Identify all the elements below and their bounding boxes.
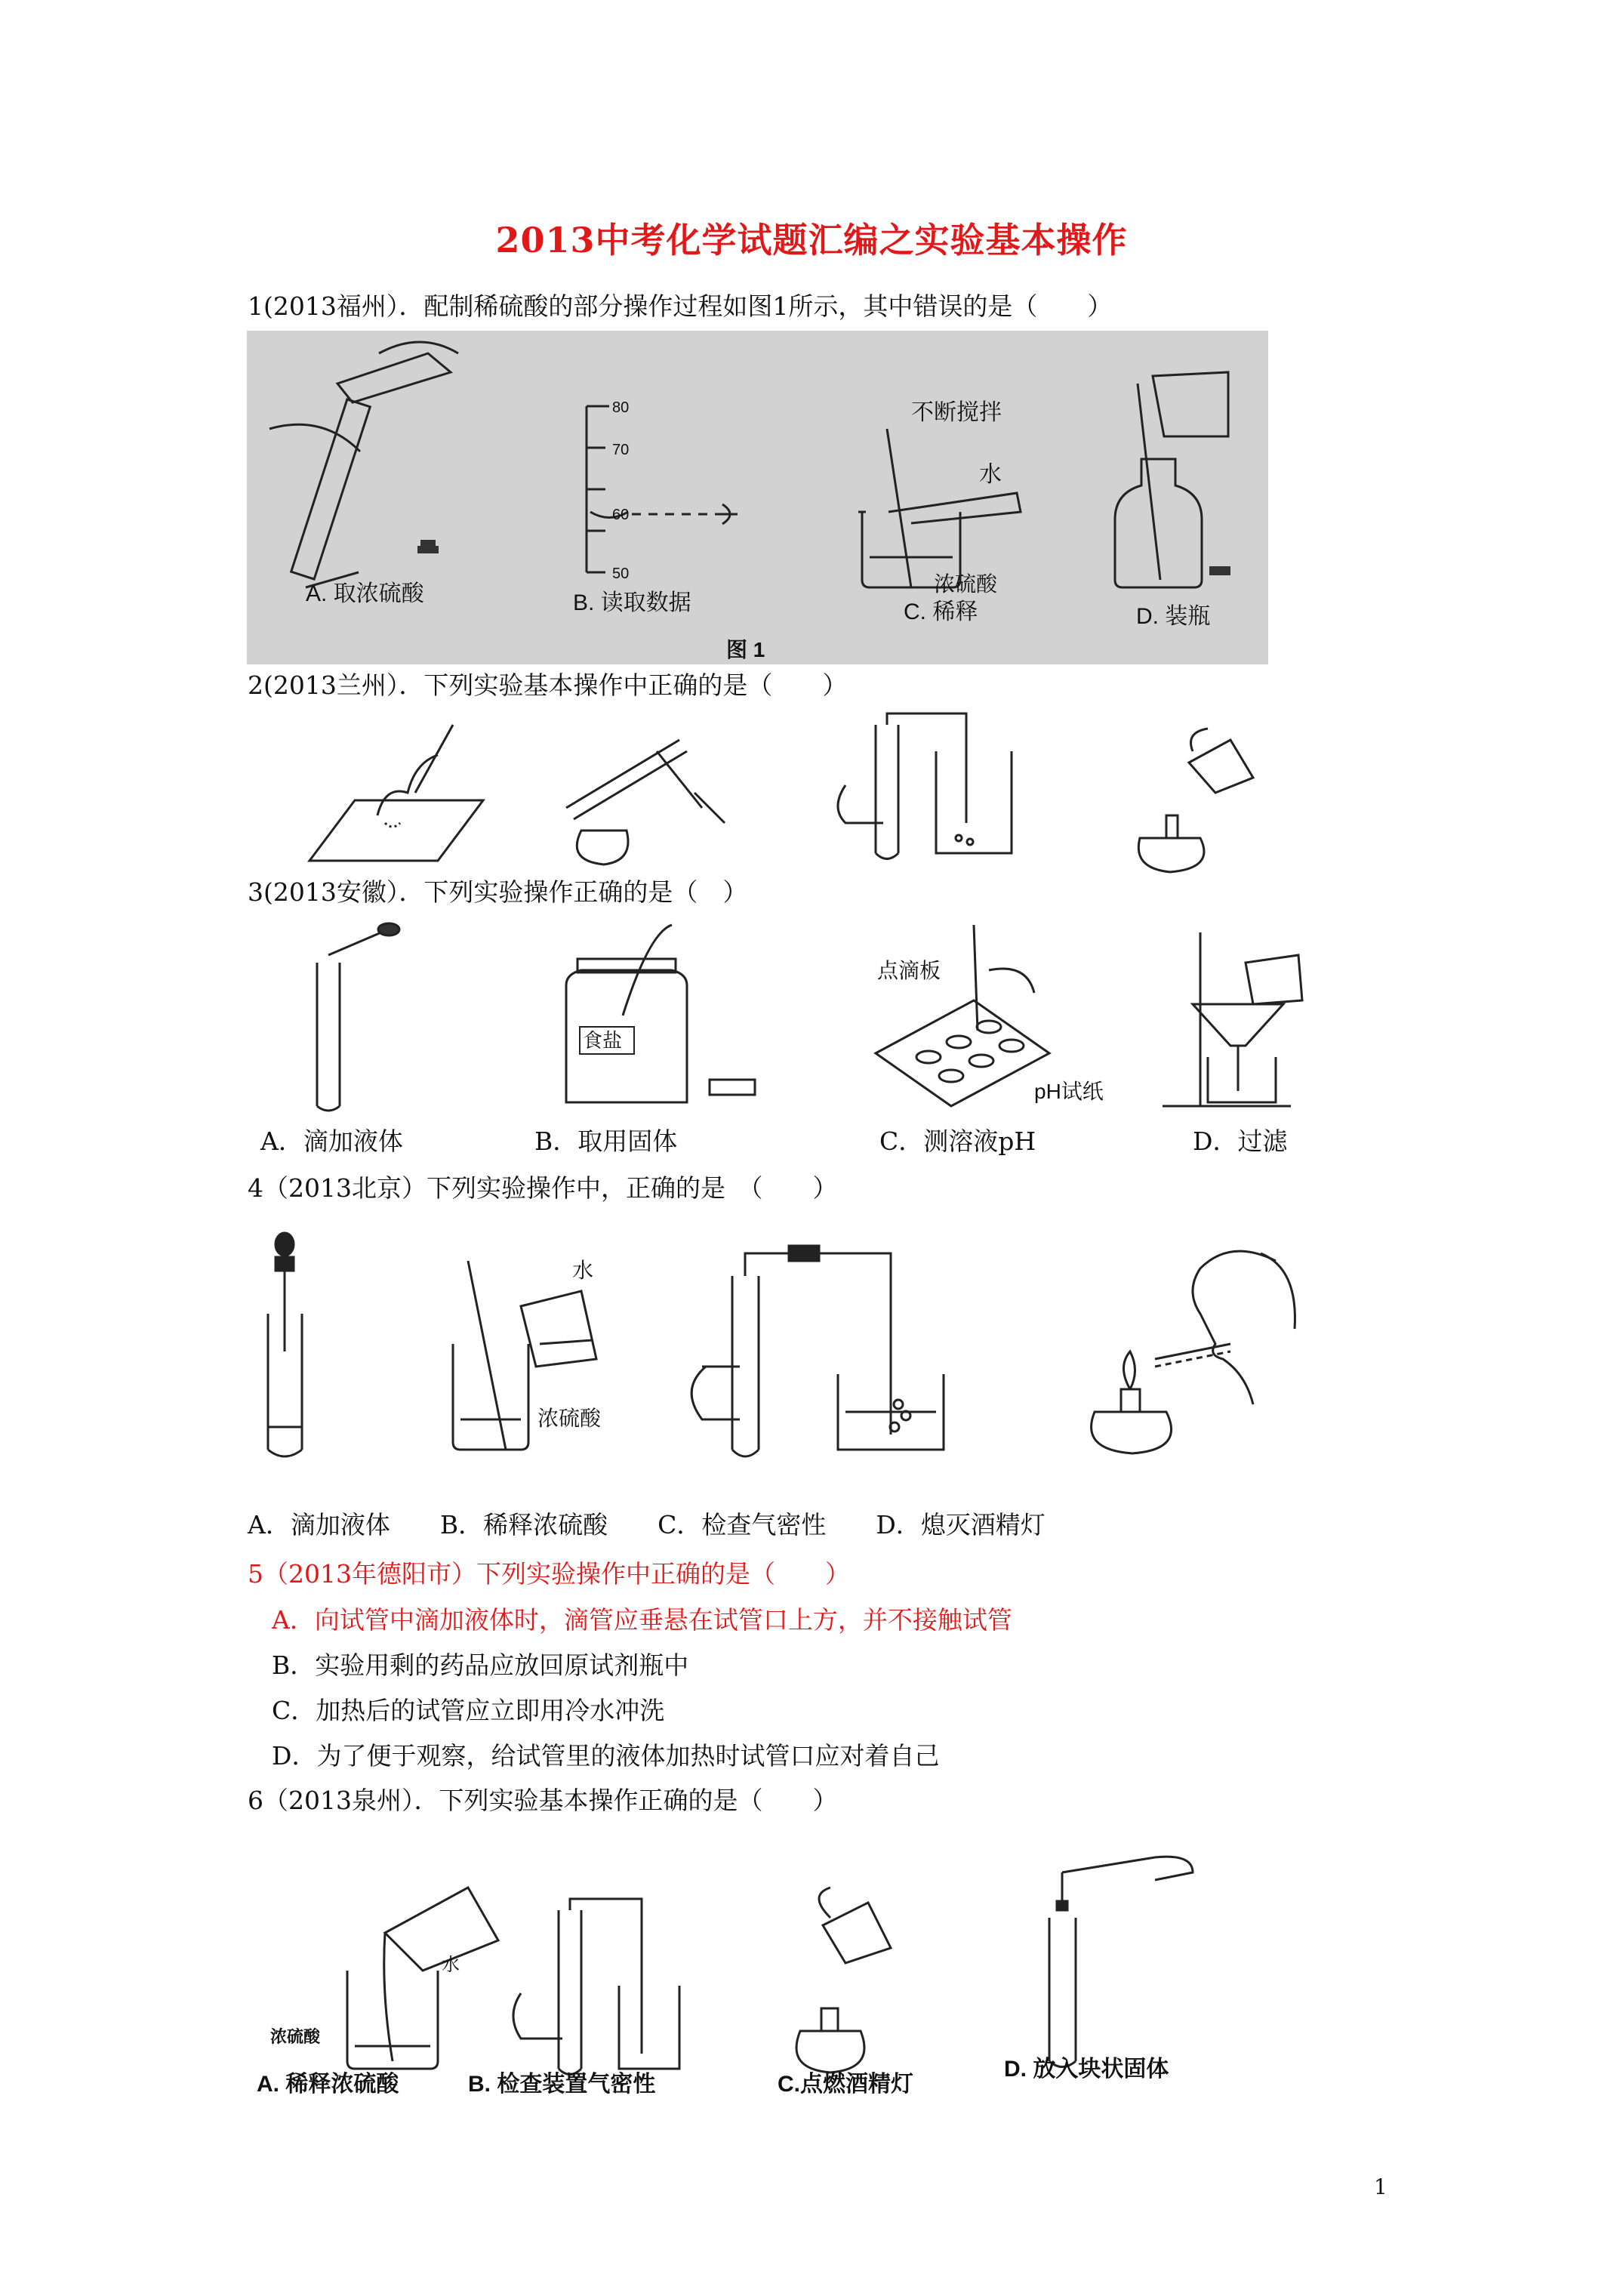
q1-d-bottle [1115,372,1228,587]
q3-paper-label: pH试纸 [1034,1080,1104,1103]
q1-b-scale [587,406,738,572]
q3-d-filtration [1163,932,1302,1106]
q5-option-d: D．为了便于观察，给试管里的液体加热时试管口应对着自己 [272,1741,940,1771]
q1-label-d: D. 装瓶 [1136,604,1211,629]
question-3-stem: 3(2013安徽）．下列实验操作正确的是（ ） [248,877,748,907]
q1-figure-caption: 图 1 [726,638,765,661]
q6-caption-a: A. 稀释浓硫酸 [257,2072,399,2097]
q3-option-c: C．测溶液pH [879,1126,1036,1156]
question-4-stem: 4（2013北京）下列实验操作中，正确的是 （ ） [248,1173,838,1203]
q1-tick-60: 60 [612,507,630,523]
q6-caption-c: C.点燃酒精灯 [778,2072,913,2097]
q6-caption-d: D. 放入块状固体 [1004,2057,1169,2082]
q2-figure [302,710,1283,880]
q1-label-c: C. 稀释 [904,599,978,624]
q4-figure [249,1223,1306,1465]
q1-tick-50: 50 [612,566,630,582]
question-6-stem: 6（2013泉州）．下列实验基本操作正确的是（ ） [248,1786,838,1815]
q6-water-label: 水 [442,1955,460,1975]
q5-option-a: A．向试管中滴加液体时，滴管应垂悬在试管口上方，并不接触试管 [272,1605,1012,1635]
q1-label-b: B. 读取数据 [573,590,691,615]
q1-tick-80: 80 [612,399,630,416]
q1-label-acid: 浓硫酸 [934,572,998,596]
q1-label-water: 水 [979,462,1002,487]
q1-c-beaker [858,429,1021,587]
q2-option3-illustration [838,713,1012,859]
q2-option1-illustration [310,725,483,861]
q5-option-c: C．加热后的试管应立即用冷水冲洗 [272,1696,665,1725]
q5-option-b: B．实验用剩的药品应放回原试剂瓶中 [272,1650,689,1680]
q4-d-extinguish-lamp [1092,1251,1295,1453]
question-5-stem: 5（2013年德阳市）下列实验操作中正确的是（ ） [248,1559,850,1589]
q6-figure [249,1842,1306,2099]
q3-a-dropper [317,923,399,1111]
q6-a-dilution [347,1888,498,2069]
question-1-stem: 1(2013福州）．配制稀硫酸的部分操作过程如图1所示，其中错误的是（ ） [248,291,1113,321]
q6-c-light-lamp [796,1888,891,2073]
q3-salt-label: 食盐 [583,1029,623,1052]
q4-a-dropper-tube [268,1233,302,1456]
q3-option-b: B．取用固体 [534,1126,678,1156]
q4-options: A．滴加液体 B．稀释浓硫酸 C．检查气密性 D．熄灭酒精灯 [248,1510,1046,1539]
q1-figure [247,331,1268,664]
q3-figure [294,917,1313,1114]
q6-b-airtight [513,1899,679,2075]
q4-acid-label: 浓硫酸 [537,1407,602,1430]
q6-acid-label: 浓硫酸 [270,2027,321,2046]
q4-water-label: 水 [572,1259,594,1282]
q6-caption-b: B. 检查装置气密性 [468,2072,656,2097]
q6-d-add-solid [1049,1857,1193,2066]
q3-option-a: A．滴加液体 [260,1126,403,1156]
q3-plate-label: 点滴板 [877,959,941,982]
q3-option-d: D．过滤 [1193,1126,1288,1156]
q1-tick-70: 70 [612,442,630,458]
q4-c-airtight [691,1246,944,1456]
q2-option4-illustration [1138,729,1253,872]
q2-option2-illustration [566,740,725,864]
question-2-stem: 2(2013兰州）．下列实验基本操作中正确的是（ ） [248,670,848,700]
q1-d-stopper-icon [1209,566,1230,575]
q1-label-stir: 不断搅拌 [911,400,1002,425]
q3-c-spot-plate [876,925,1049,1106]
page-title: 2013中考化学试题汇编之实验基本操作 [495,220,1128,260]
q1-a-bottle-icon [417,540,439,553]
q1-label-a: A. 取浓硫酸 [306,581,424,606]
q3-b-jar [566,925,755,1102]
page-number: 1 [1374,2174,1387,2199]
